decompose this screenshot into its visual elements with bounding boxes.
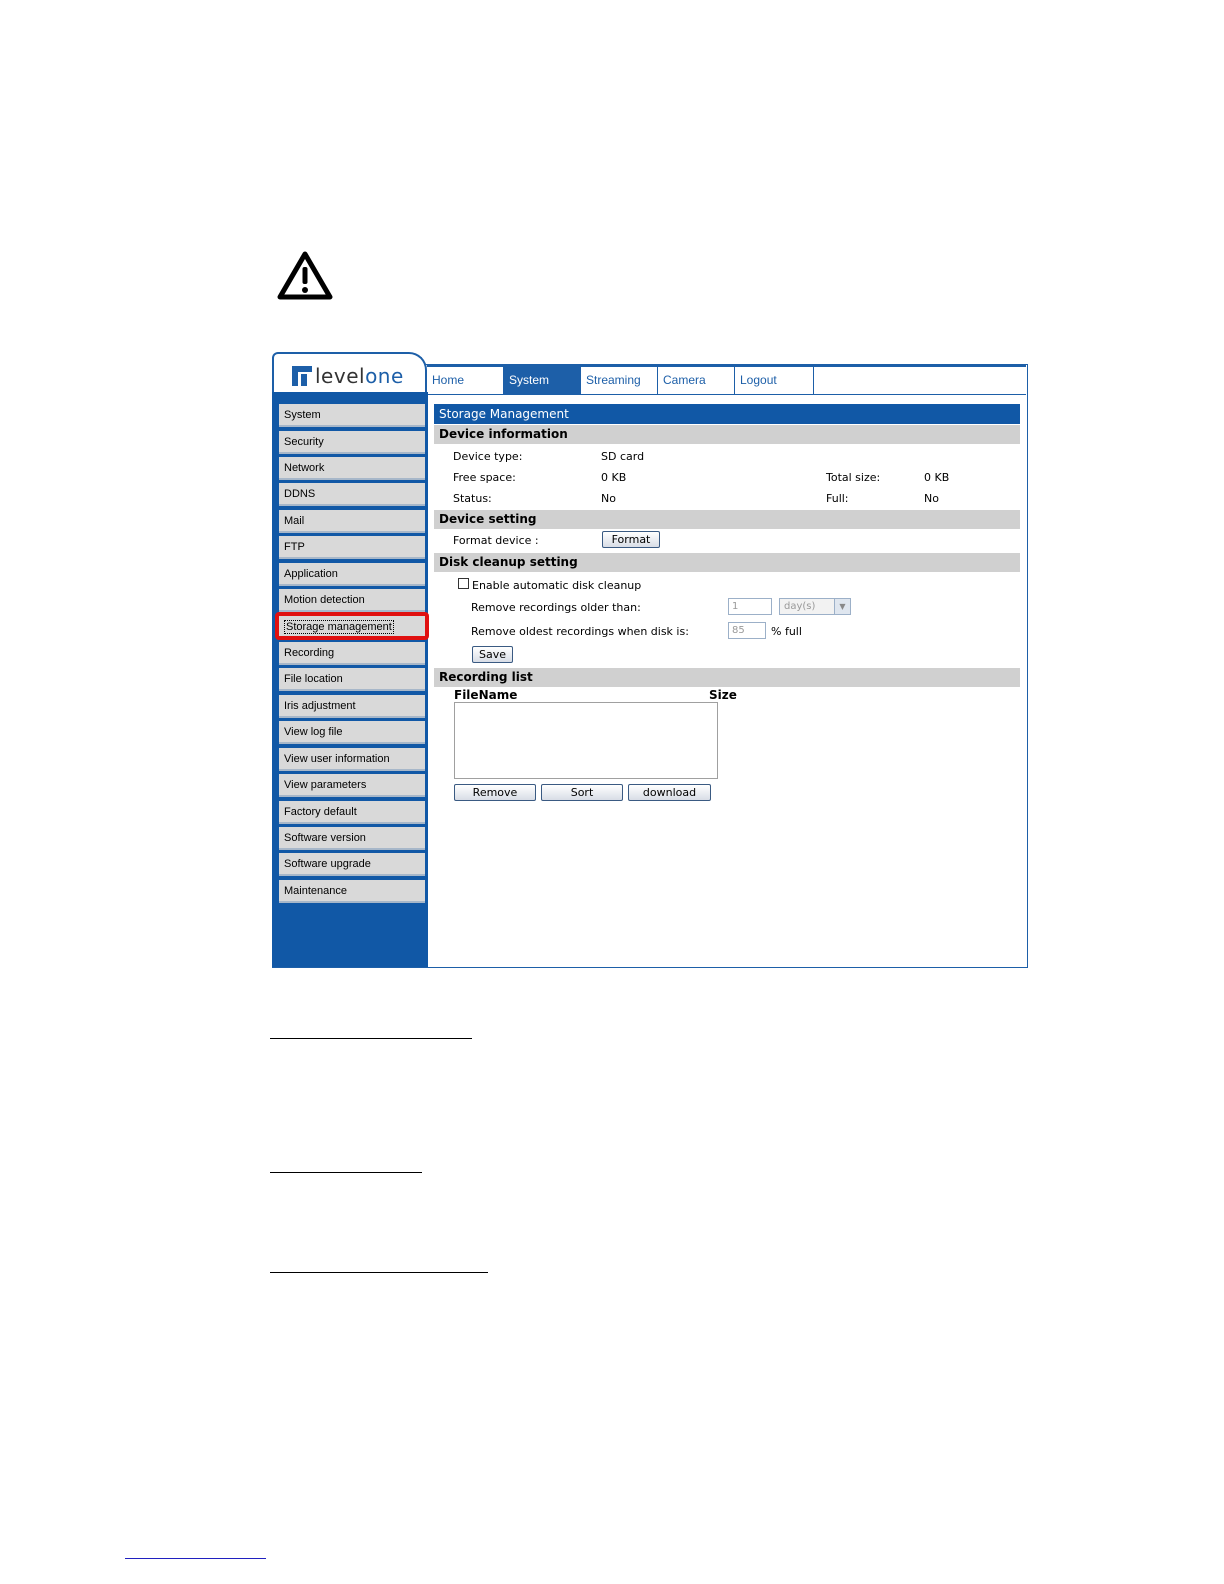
sidebar-item-system[interactable]: System (279, 404, 425, 427)
heading-underline-1 (270, 1038, 472, 1039)
sidebar-item-network[interactable]: Network (279, 457, 425, 480)
device-type-label: Device type: (453, 450, 523, 463)
remove-older-unit-value: day(s) (784, 601, 816, 612)
sidebar-item-recording[interactable]: Recording (279, 642, 425, 665)
device-type-value: SD card (601, 450, 645, 463)
save-button[interactable]: Save (472, 646, 513, 663)
sidebar-item-software-version[interactable]: Software version (279, 827, 425, 850)
free-space-value: 0 KB (601, 471, 627, 484)
format-device-label: Format device : (453, 534, 539, 547)
sort-button[interactable]: Sort (541, 784, 623, 801)
full-value: No (924, 492, 939, 505)
heading-underline-2 (270, 1172, 422, 1173)
sidebar-item-maintenance[interactable]: Maintenance (279, 880, 425, 903)
sidebar-item-motion-detection[interactable]: Motion detection (279, 589, 425, 612)
filename-column-header: FileName (454, 688, 518, 702)
top-navigation (427, 365, 1026, 395)
tab-logout[interactable]: Logout (735, 367, 814, 394)
free-space-label: Free space: (453, 471, 516, 484)
tab-streaming[interactable]: Streaming (581, 367, 658, 394)
sidebar-item-file-location[interactable]: File location (279, 668, 425, 691)
format-button[interactable]: Format (602, 531, 660, 548)
logo-tab (272, 352, 427, 392)
section-recording-list: Recording list (434, 668, 1020, 687)
remove-older-label: Remove recordings older than: (471, 601, 641, 614)
caution-icon (276, 250, 334, 302)
sidebar (272, 392, 428, 967)
recording-list-box[interactable] (454, 702, 718, 779)
sidebar-item-security[interactable]: Security (279, 431, 425, 454)
sidebar-item-factory-default[interactable]: Factory default (279, 801, 425, 824)
remove-older-days-input[interactable]: 1 (728, 598, 772, 615)
levelone-logo (292, 364, 404, 388)
chevron-down-icon: ▼ (834, 599, 850, 614)
sidebar-item-ddns[interactable]: DDNS (279, 483, 425, 506)
section-device-information: Device information (434, 425, 1020, 444)
sidebar-item-mail[interactable]: Mail (279, 510, 425, 533)
tab-camera[interactable]: Camera (658, 367, 735, 394)
sidebar-item-label: Storage management (286, 621, 392, 633)
disk-full-percent-input[interactable]: 85 (728, 622, 766, 639)
enable-cleanup-label: Enable automatic disk cleanup (472, 579, 642, 592)
status-value: No (601, 492, 616, 505)
remove-older-unit-select[interactable] (779, 598, 851, 615)
section-disk-cleanup-setting: Disk cleanup setting (434, 553, 1020, 572)
logo-mark-icon (292, 366, 312, 386)
page-title: Storage Management (434, 404, 1020, 424)
logo-text: levelone (315, 364, 404, 388)
tab-system[interactable]: System (504, 367, 581, 394)
full-label: Full: (826, 492, 849, 505)
highlight-annotation-box (275, 612, 429, 640)
remove-oldest-label: Remove oldest recordings when disk is: (471, 625, 689, 638)
status-label: Status: (453, 492, 492, 505)
sidebar-item-application[interactable]: Application (279, 563, 425, 586)
footer-link-underline (125, 1558, 266, 1559)
percent-full-label: % full (771, 625, 802, 638)
download-button[interactable]: download (628, 784, 711, 801)
sidebar-item-iris-adjustment[interactable]: Iris adjustment (279, 695, 425, 718)
total-size-label: Total size: (826, 471, 881, 484)
sidebar-item-ftp[interactable]: FTP (279, 536, 425, 559)
section-device-setting: Device setting (434, 510, 1020, 529)
sidebar-item-view-user-information[interactable]: View user information (279, 748, 425, 771)
web-ui-screenshot (272, 352, 1028, 967)
sidebar-item-software-upgrade[interactable]: Software upgrade (279, 853, 425, 876)
size-column-header: Size (709, 688, 737, 702)
remove-button[interactable]: Remove (454, 784, 536, 801)
enable-cleanup-checkbox[interactable] (458, 578, 469, 589)
heading-underline-3 (270, 1272, 488, 1273)
tab-home[interactable]: Home (427, 367, 504, 394)
sidebar-item-view-log-file[interactable]: View log file (279, 721, 425, 744)
total-size-value: 0 KB (924, 471, 950, 484)
sidebar-item-view-parameters[interactable]: View parameters (279, 774, 425, 797)
